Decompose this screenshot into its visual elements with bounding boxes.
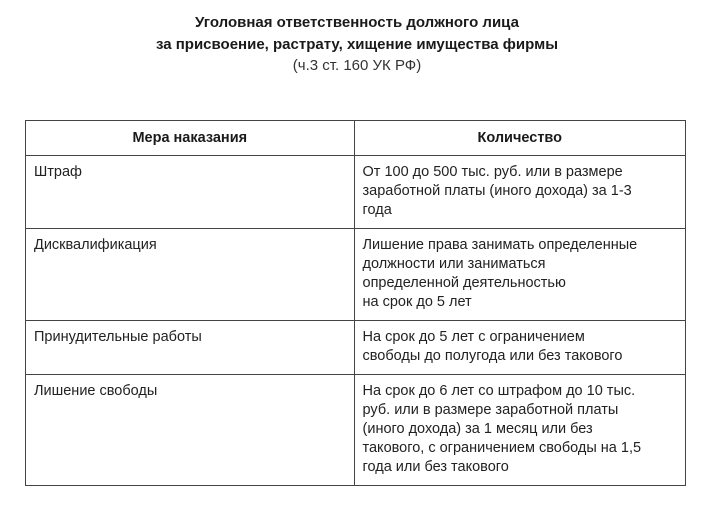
amount-line: должности или заниматься <box>362 256 546 272</box>
table-row <box>26 229 686 321</box>
title-line-2: за присвоение, растрату, хищение имущества фирмы <box>155 36 559 53</box>
measure-cell: Штраф <box>26 156 355 229</box>
table-row <box>26 156 686 229</box>
amount-cell <box>354 321 685 375</box>
amount-line: От 100 до 500 тыс. руб. или в размере <box>362 164 623 180</box>
amount-line: определенной деятельностью <box>362 275 566 291</box>
amount-line: года <box>362 202 392 218</box>
table-row <box>26 321 686 375</box>
amount-cell <box>354 156 685 229</box>
amount-cell <box>354 229 685 321</box>
amount-line: Лишение права занимать определенные <box>362 237 638 253</box>
law-reference: (ч.3 ст. 160 УК РФ) <box>292 57 422 74</box>
amount-line: такового, с ограничением свободы на 1,5 <box>362 440 642 456</box>
measure-cell: Принудительные работы <box>26 321 355 375</box>
amount-line: свободы до полугода или без такового <box>362 348 623 364</box>
amount-line: года или без такового <box>362 459 509 475</box>
document-header <box>0 12 714 76</box>
table-row <box>26 375 686 486</box>
amount-line: На срок до 5 лет с ограничением <box>362 329 585 345</box>
title-line-1: Уголовная ответственность должного лица <box>195 14 519 31</box>
amount-cell <box>354 375 685 486</box>
measure-cell: Лишение свободы <box>26 375 355 486</box>
amount-line: (иного дохода) за 1 месяц или без <box>362 421 593 437</box>
column-header-measure: Мера наказания <box>26 121 355 156</box>
amount-line: на срок до 5 лет <box>362 294 472 310</box>
amount-line: заработной платы (иного дохода) за 1-3 <box>362 183 632 199</box>
measure-cell: Дисквалификация <box>26 229 355 321</box>
table-header-row <box>26 121 686 156</box>
penalties-table <box>25 120 686 486</box>
amount-line: На срок до 6 лет со штрафом до 10 тыс. <box>362 383 636 399</box>
amount-line: руб. или в размере заработной платы <box>362 402 619 418</box>
column-header-amount: Количество <box>354 121 685 156</box>
